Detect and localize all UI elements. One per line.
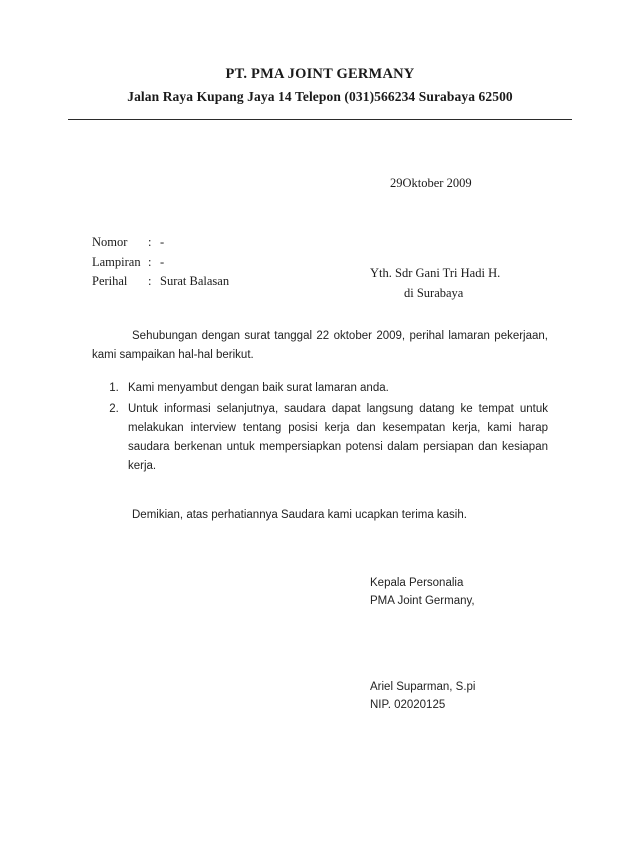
reference-row-lampiran <box>92 253 580 272</box>
reference-label-perihal: Perihal <box>92 273 128 288</box>
signer-nip: NIP. 02020125 <box>370 698 446 711</box>
body-closing-paragraph: Demikian, atas perhatiannya Saudara kami ucapkan terima kasih. <box>132 509 467 522</box>
signature-title-block <box>60 575 580 611</box>
recipient-name: Yth. Sdr Gani Tri Hadi H. <box>370 266 501 281</box>
reference-block <box>60 233 580 300</box>
reference-label-lampiran: Lampiran <box>92 254 141 269</box>
body-points-list <box>60 379 580 476</box>
signer-company: PMA Joint Germany, <box>370 594 475 607</box>
reference-separator-nomor: : <box>148 235 152 250</box>
letterhead <box>60 30 580 120</box>
letter-sheet <box>60 30 580 830</box>
list-item: 2. Untuk informasi selanjutnya, saudara dapat langsung datang ke tempat untuk melakukan interview tentang posisi kerja dan kesempatan kerja, kami harap saudara berkenan untuk mempersiapkan potensi dalam persiapan dan kesiapan kerja. <box>122 400 548 476</box>
letterhead-divider <box>68 119 572 120</box>
signer-name: Ariel Suparman, S.pi <box>370 680 476 693</box>
signer-identity-block <box>60 679 580 715</box>
recipient-city: di Surabaya <box>404 285 464 300</box>
body-opening-paragraph: Sehubungan dengan surat tanggal 22 oktober 2009, perihal lamaran pekerjaan, kami sampaikan hal-hal berikut. <box>92 330 548 362</box>
company-name: PT. PMA JOINT GERMANY <box>225 66 415 82</box>
reference-row-perihal <box>92 272 580 291</box>
reference-value-perihal: Surat Balasan <box>160 273 230 288</box>
reference-value-nomor: - <box>160 235 165 250</box>
letter-date: 29Oktober 2009 <box>390 176 472 191</box>
reference-row-nomor <box>92 233 580 252</box>
reference-label-nomor: Nomor <box>92 235 128 250</box>
company-address: Jalan Raya Kupang Jaya 14 Telepon (031)566234 Surabaya 62500 <box>127 89 513 105</box>
reference-value-lampiran: - <box>160 254 165 269</box>
recipient-block <box>370 264 500 303</box>
signer-title: Kepala Personalia <box>370 577 464 590</box>
list-item: 1. Kami menyambut dengan baik surat lamaran anda. <box>122 379 548 398</box>
reference-separator-lampiran: : <box>148 254 152 269</box>
reference-separator-perihal: : <box>148 273 152 288</box>
